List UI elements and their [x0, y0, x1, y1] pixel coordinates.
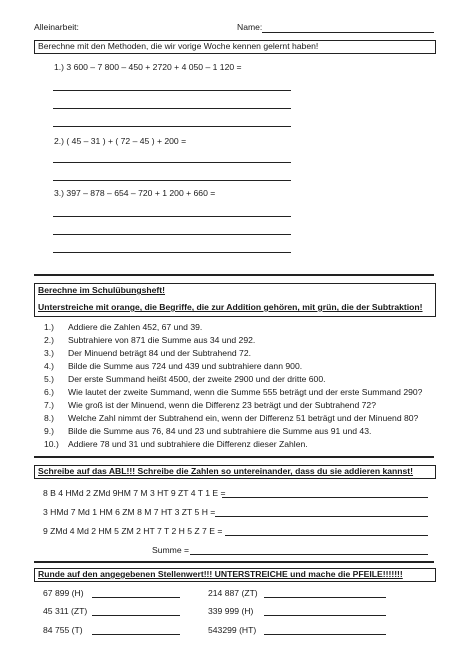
section-divider — [34, 456, 434, 458]
answer-line[interactable] — [222, 497, 428, 498]
word-problem: Wie groß ist der Minuend, wenn die Differenz 23 beträgt und der Subtrahend 72? — [68, 400, 376, 410]
answer-line[interactable] — [53, 216, 291, 217]
section2-heading: Berechne im Schulübungsheft! — [38, 285, 166, 295]
answer-line[interactable] — [264, 597, 386, 598]
section-divider — [34, 561, 434, 563]
task-1: 1.) 3 600 – 7 800 – 450 + 2720 + 4 050 – 1 120 = — [54, 62, 242, 72]
rounding-task: 84 755 (T) — [43, 625, 83, 635]
word-problem: Addiere 78 und 31 und subtrahiere die Differenz dieser Zahlen. — [68, 439, 308, 449]
answer-line[interactable] — [92, 597, 180, 598]
item-number: 8.) — [44, 413, 55, 423]
rounding-task: 214 887 (ZT) — [208, 588, 258, 598]
item-number: 5.) — [44, 374, 55, 384]
rounding-task: 339 999 (H) — [208, 606, 254, 616]
section1-instruction: Berechne mit den Methoden, die wir vorige Woche kennen gelernt haben! — [38, 41, 319, 51]
answer-line[interactable] — [215, 516, 428, 517]
answer-line[interactable] — [53, 252, 291, 253]
item-number: 2.) — [44, 335, 55, 345]
answer-line[interactable] — [53, 126, 291, 127]
answer-line[interactable] — [53, 162, 291, 163]
section2-subheading: Unterstreiche mit orange, die Begriffe, die zur Addition gehören, mit grün, die der Subtraktion! — [38, 302, 423, 312]
item-number: 6.) — [44, 387, 55, 397]
word-problem: Bilde die Summe aus 76, 84 und 23 und subtrahiere die Summe aus 91 und 43. — [68, 426, 372, 436]
item-number: 10.) — [44, 439, 59, 449]
place-value-row: 8 B 4 HMd 2 ZMd 9HM 7 M 3 HT 9 ZT 4 T 1 E = — [43, 488, 226, 498]
answer-line[interactable] — [53, 234, 291, 235]
task-2: 2.) ( 45 – 31 ) + ( 72 – 45 ) + 200 = — [54, 136, 187, 146]
name-label: Name: — [237, 22, 263, 32]
word-problem: Welche Zahl nimmt der Subtrahend ein, wenn der Differenz 51 beträgt und der Minuend 80? — [68, 413, 419, 423]
place-value-row: 9 ZMd 4 Md 2 HM 5 ZM 2 HT 7 T 2 H 5 Z 7 E = — [43, 526, 223, 536]
section-divider — [34, 274, 434, 276]
answer-line[interactable] — [53, 108, 291, 109]
item-number: 9.) — [44, 426, 55, 436]
item-number: 3.) — [44, 348, 55, 358]
rounding-task: 45 311 (ZT) — [43, 606, 88, 616]
answer-line[interactable] — [53, 90, 291, 91]
alleinarbeit-label: Alleinarbeit: — [34, 22, 79, 32]
word-problem: Wie lautet der zweite Summand, wenn die Summe 555 beträgt und der erste Summand 290? — [68, 387, 423, 397]
item-number: 1.) — [44, 322, 55, 332]
section3-heading: Schreibe auf das ABL!!! Schreibe die Zahlen so untereinander, dass du sie addieren kannst! — [38, 466, 414, 476]
word-problem: Der erste Summand heißt 4500, der zweite 2900 und der dritte 600. — [68, 374, 326, 384]
answer-line[interactable] — [225, 535, 428, 536]
rounding-task: 543299 (HT) — [208, 625, 257, 635]
item-number: 4.) — [44, 361, 55, 371]
place-value-row: 3 HMd 7 Md 1 HM 6 ZM 8 M 7 HT 3 ZT 5 H = — [43, 507, 216, 517]
section4-heading: Runde auf den angegebenen Stellenwert!!! UNTERSTREICHE und mache die PFEILE!!!!!!! — [38, 569, 403, 579]
word-problem: Subtrahiere von 871 die Summe aus 34 und 292. — [68, 335, 256, 345]
sum-label: Summe = — [152, 545, 190, 555]
sum-answer-line[interactable] — [190, 554, 428, 555]
answer-line[interactable] — [53, 180, 291, 181]
name-field[interactable] — [262, 32, 434, 33]
word-problem: Addiere die Zahlen 452, 67 und 39. — [68, 322, 203, 332]
answer-line[interactable] — [92, 615, 180, 616]
item-number: 7.) — [44, 400, 55, 410]
rounding-task: 67 899 (H) — [43, 588, 84, 598]
word-problem: Bilde die Summe aus 724 und 439 und subtrahiere dann 900. — [68, 361, 303, 371]
task-3: 3.) 397 – 878 – 654 – 720 + 1 200 + 660 = — [54, 188, 216, 198]
answer-line[interactable] — [264, 615, 386, 616]
word-problem: Der Minuend beträgt 84 und der Subtrahend 72. — [68, 348, 251, 358]
answer-line[interactable] — [264, 634, 386, 635]
answer-line[interactable] — [92, 634, 180, 635]
